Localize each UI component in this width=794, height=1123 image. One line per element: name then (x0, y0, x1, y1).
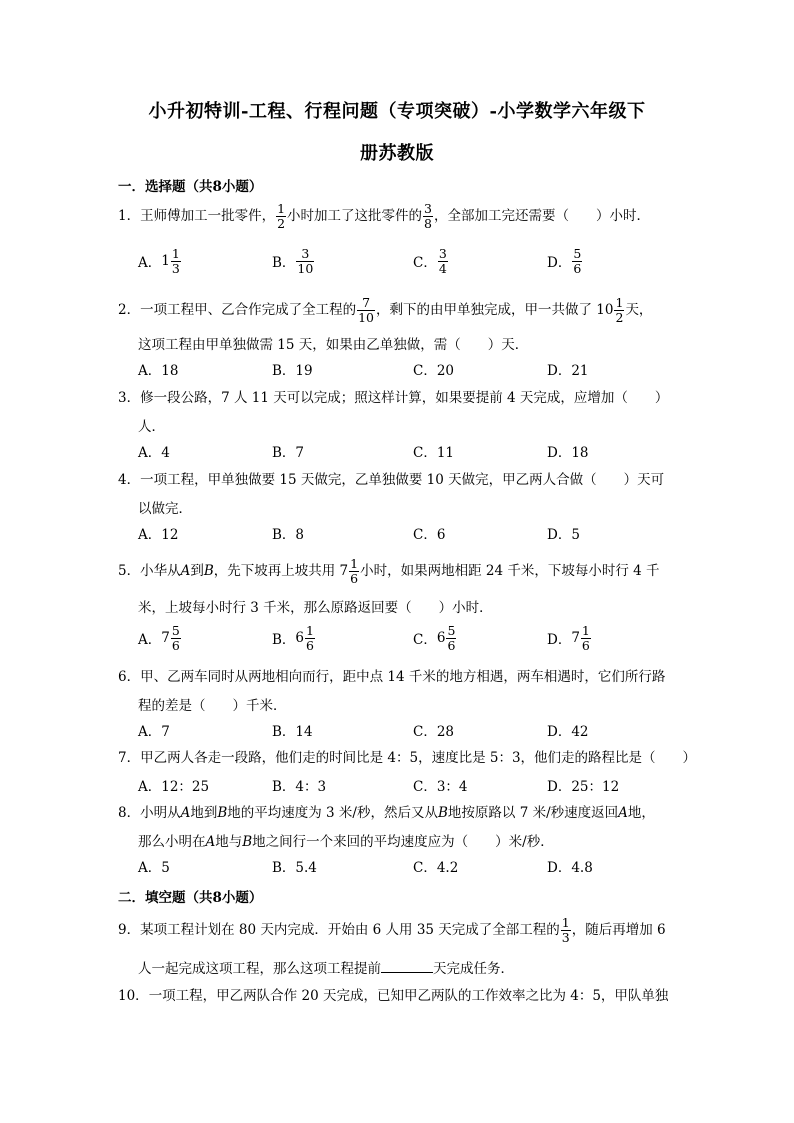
question-2: 2．一项工程甲、乙合作完成了全工程的 $\frac{7}{10}$ ，剩下的由甲单独完成，甲一共做了 10 $\frac{1}{2}$ 天， (118, 295, 653, 325)
option-c[interactable]: C．20 (413, 363, 455, 379)
option-c[interactable]: C． $\frac{3}{4}$ (413, 245, 447, 276)
option-b[interactable]: B． $\frac{3}{10}$ (272, 245, 314, 276)
fraction: $\frac{1}{3}$ (561, 915, 570, 945)
option-b[interactable]: B．19 (272, 363, 313, 379)
question-5: 5．小华从A到B，先下坡再上坡共用 7 $\frac{1}{6}$ 小时，如果两地相距 24 千米，下坡每小时行 4 千 (118, 556, 660, 586)
question-3-options (138, 440, 678, 462)
option-b[interactable]: B．5.4 (272, 860, 317, 876)
option-d[interactable]: D．25：12 (547, 779, 620, 795)
option-d[interactable]: D．42 (547, 724, 589, 740)
question-4-options (138, 522, 678, 544)
option-c[interactable]: C．11 (413, 445, 455, 461)
fraction: $\frac{1}{2}$ (615, 295, 624, 325)
option-a[interactable]: A．12 (138, 527, 179, 543)
option-b[interactable]: B．7 (272, 445, 305, 461)
option-a[interactable]: A． 1 $\frac{1}{3}$ (138, 245, 180, 276)
question-3: 3．修一段公路，7 人 11 天可以完成；照这样计算，如果要提前 4 天完成，应增加（ ） (118, 390, 669, 406)
document-title-line2: 册苏教版 (360, 143, 434, 164)
question-8: 8．小明从A地到B地的平均速度为 3 米/秒，然后又从B地按原路以 7 米/秒速度返回A地， (118, 805, 655, 821)
answer-blank[interactable] (381, 958, 433, 973)
question-6-options (138, 719, 678, 741)
question-6: 6．甲、乙两车同时从两地相向而行，距中点 14 千米的地方相遇，两车相遇时，它们所行路 (118, 669, 666, 685)
question-4-line2: 以做完． (138, 501, 192, 517)
question-2-options (138, 358, 678, 380)
question-8-options (138, 855, 678, 877)
question-4: 4．一项工程，甲单独做要 15 天做完，乙单独做要 10 天做完，甲乙两人合做（ ）天可 (118, 472, 665, 488)
question-5-line2: 米，上坡每小时行 3 千米，那么原路返回要（ ）小时． (138, 600, 493, 616)
section-heading-fill: 二．填空题（共8小题） (118, 890, 263, 906)
question-7-options (138, 774, 678, 796)
question-9-line2: 人一起完成这项工程，那么这项工程提前 天完成任务． (138, 957, 514, 977)
option-d[interactable]: D． 7 $\frac{1}{6}$ (547, 622, 590, 653)
question-1-options (138, 245, 678, 276)
option-d[interactable]: D．21 (547, 363, 589, 379)
option-c[interactable]: C．28 (413, 724, 455, 740)
document-title-line1: 小升初特训-工程、行程问题（专项突破）-小学数学六年级下 (148, 101, 646, 122)
option-b[interactable]: B． 6 $\frac{1}{6}$ (272, 622, 314, 653)
question-9: 9．某项工程计划在 80 天内完成．开始由 6 人用 35 天完成了全部工程的 $\frac{1}{3}$ ，随后再增加 6 (118, 915, 666, 945)
option-a[interactable]: A．18 (138, 363, 179, 379)
fraction: $\frac{1}{6}$ (350, 556, 359, 586)
option-a[interactable]: A．7 (138, 724, 170, 740)
question-2-line2: 这项工程由甲单独做需 15 天，如果由乙单独做，需（ ）天． (138, 337, 529, 353)
option-d[interactable]: D．5 (547, 527, 580, 543)
section-heading-choice: 一．选择题（共8小题） (118, 179, 263, 195)
fraction: $\frac{1}{2}$ (277, 201, 286, 231)
fraction: $\frac{3}{8}$ (424, 201, 432, 231)
option-b[interactable]: B．8 (272, 527, 305, 543)
option-c[interactable]: C．4.2 (413, 860, 459, 876)
question-6-line2: 程的差是（ ）千米． (138, 698, 287, 714)
option-b[interactable]: B．14 (272, 724, 313, 740)
option-d[interactable]: D． $\frac{5}{6}$ (547, 245, 582, 276)
option-c[interactable]: C． 6 $\frac{5}{6}$ (413, 622, 456, 653)
option-b[interactable]: B．4：3 (272, 779, 327, 795)
option-d[interactable]: D．18 (547, 445, 589, 461)
option-c[interactable]: C．3：4 (413, 779, 468, 795)
question-8-line2: 那么小明在A地与B地之间行一个来回的平均速度应为（ ）米/秒． (138, 834, 554, 850)
fraction: $\frac{7}{10}$ (358, 295, 374, 325)
question-7: 7．甲乙两人各走一段路，他们走的时间比是 4：5，速度比是 5：3，他们走的路程比是（ ） (118, 750, 697, 766)
question-1: 1．王师傅加工一批零件， $\frac{1}{2}$ 小时加工了这批零件的 $\frac{3}{8}$ ，全部加工完还需要（ ）小时． (118, 201, 650, 231)
question-3-line2: 人． (138, 419, 165, 435)
option-c[interactable]: C．6 (413, 527, 446, 543)
option-a[interactable]: A．4 (138, 445, 170, 461)
option-a[interactable]: A． 7 $\frac{5}{6}$ (138, 622, 180, 653)
question-5-options (138, 622, 678, 653)
option-d[interactable]: D．4.8 (547, 860, 593, 876)
option-a[interactable]: A．12：25 (138, 779, 210, 795)
option-a[interactable]: A．5 (138, 860, 170, 876)
question-10: 10．一项工程，甲乙两队合作 20 天完成，已知甲乙两队的工作效率之比为 4：5，甲队单独 (118, 988, 669, 1004)
